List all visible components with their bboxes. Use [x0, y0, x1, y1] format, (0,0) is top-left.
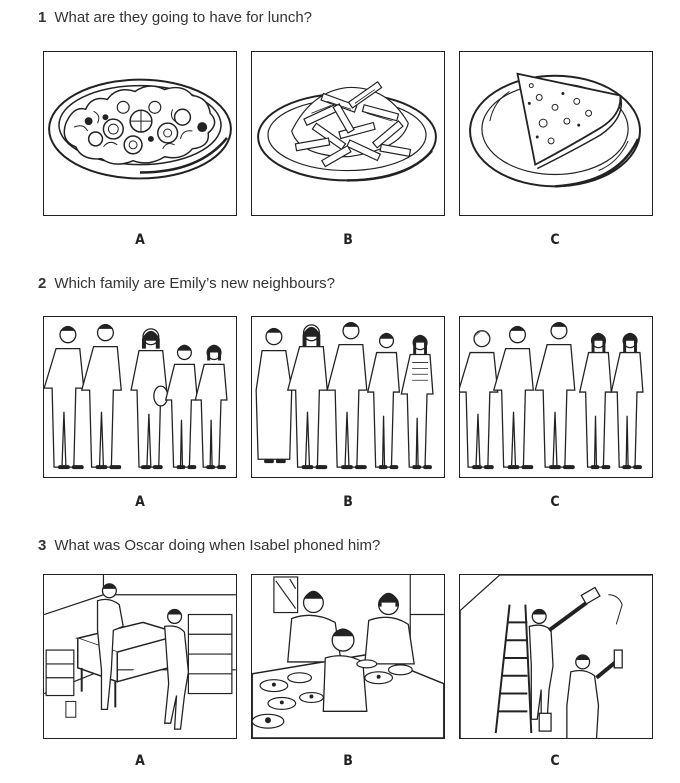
option-2a-label[interactable]: A	[135, 494, 145, 510]
option-1b-picture[interactable]	[251, 51, 445, 216]
eating-dinner-illustration	[252, 575, 444, 738]
painting-walls-illustration	[460, 575, 652, 738]
option-3a-picture[interactable]	[43, 574, 237, 739]
question-number: 2	[38, 275, 47, 292]
option-3b-picture[interactable]	[251, 574, 445, 739]
option-3c-label[interactable]: C	[550, 753, 560, 769]
question-text: What are they going to have for lunch?	[54, 9, 313, 26]
option-2b-label[interactable]: B	[343, 494, 353, 510]
question-3-title	[38, 537, 380, 554]
option-2a-picture[interactable]	[43, 316, 237, 478]
question-1-title	[38, 9, 312, 26]
option-1b-label[interactable]: B	[343, 232, 353, 248]
option-1c-picture[interactable]	[459, 51, 653, 216]
moving-furniture-illustration	[44, 575, 236, 738]
question-number: 3	[38, 537, 47, 554]
option-2c-picture[interactable]	[459, 316, 653, 478]
family-c-illustration	[460, 317, 652, 477]
question-text: What was Oscar doing when Isabel phoned him?	[54, 537, 381, 554]
family-b-illustration	[252, 317, 444, 477]
plate-of-pasta-illustration	[252, 52, 444, 215]
question-text: Which family are Emily’s new neighbours?	[54, 275, 336, 292]
slice-of-pizza-illustration	[460, 52, 652, 215]
option-1a-label[interactable]: A	[135, 232, 145, 248]
option-1c-label[interactable]: C	[550, 232, 560, 248]
question-number: 1	[38, 9, 47, 26]
option-2c-label[interactable]: C	[550, 494, 560, 510]
question-2-title	[38, 275, 335, 292]
option-2b-picture[interactable]	[251, 316, 445, 478]
option-1a-picture[interactable]	[43, 51, 237, 216]
plate-of-salad-illustration	[44, 52, 236, 215]
family-a-illustration	[44, 317, 236, 477]
option-3c-picture[interactable]	[459, 574, 653, 739]
option-3a-label[interactable]: A	[135, 753, 145, 769]
option-3b-label[interactable]: B	[343, 753, 353, 769]
